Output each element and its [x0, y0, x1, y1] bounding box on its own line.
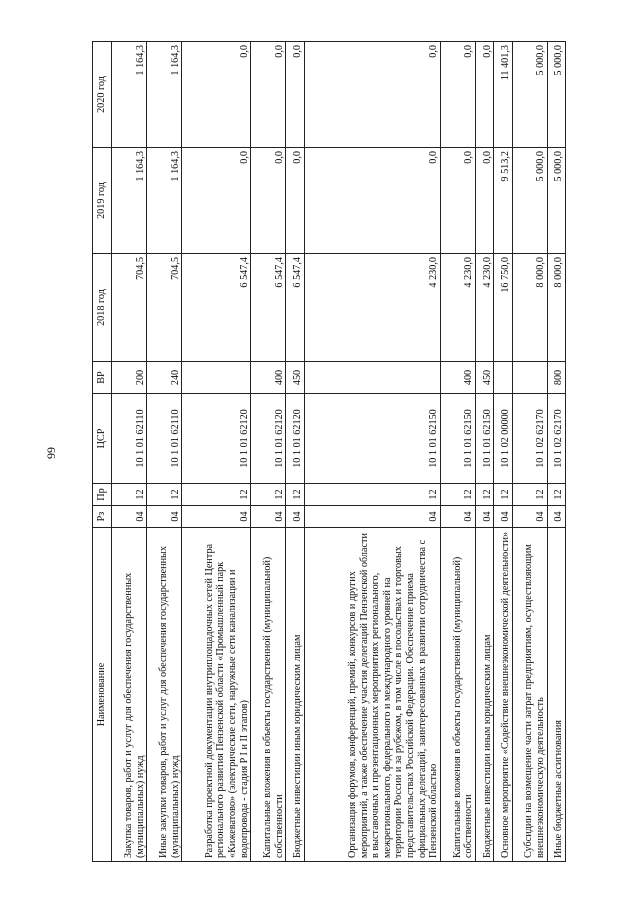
- row-csr: 10 1 02 62170: [547, 394, 565, 484]
- table-row: [147, 42, 182, 862]
- row-rz: 04: [475, 506, 493, 528]
- row-vr: [182, 362, 251, 394]
- row-2019: 0,0: [251, 148, 286, 254]
- budget-table-sheet: [92, 42, 566, 862]
- row-2018: 4 230,0: [440, 254, 475, 362]
- table-row: [475, 42, 493, 862]
- row-2020: 0,0: [286, 42, 304, 148]
- row-pr: 12: [182, 484, 251, 506]
- row-rz: 04: [182, 506, 251, 528]
- row-rz: 04: [304, 506, 440, 528]
- row-2019: 0,0: [182, 148, 251, 254]
- row-csr: 10 1 01 62110: [147, 394, 182, 484]
- row-name: Бюджетные инвестиции иным юридическим лицам: [475, 528, 493, 862]
- row-vr: 400: [251, 362, 286, 394]
- row-2020: 0,0: [475, 42, 493, 148]
- row-pr: 12: [547, 484, 565, 506]
- row-name: Закупка товаров, работ и услуг для обеспечения государственных (муниципальных) нужд: [112, 528, 147, 862]
- row-name: Бюджетные инвестиции иным юридическим лицам: [286, 528, 304, 862]
- row-2020: 0,0: [440, 42, 475, 148]
- table-row: [494, 42, 512, 862]
- row-2020: 5 000,0: [547, 42, 565, 148]
- row-2019: 9 513,2: [494, 148, 512, 254]
- row-name: Капитальные вложения в объекты государственной (муниципальной) собственности: [440, 528, 475, 862]
- row-pr: 12: [286, 484, 304, 506]
- row-2019: 0,0: [475, 148, 493, 254]
- row-vr: 240: [147, 362, 182, 394]
- row-pr: 12: [147, 484, 182, 506]
- row-name: Основное мероприятие «Содействие внешнеэкономической деятельности»: [494, 528, 512, 862]
- row-vr: 200: [112, 362, 147, 394]
- row-2019: 1 164,3: [112, 148, 147, 254]
- row-pr: 12: [251, 484, 286, 506]
- row-rz: 04: [286, 506, 304, 528]
- row-2018: 16 750,0: [494, 254, 512, 362]
- row-2020: 1 164,3: [147, 42, 182, 148]
- row-rz: 04: [494, 506, 512, 528]
- row-2020: 0,0: [182, 42, 251, 148]
- row-vr: 800: [547, 362, 565, 394]
- table-row: [440, 42, 475, 862]
- row-2018: 8 000,0: [512, 254, 547, 362]
- row-pr: 12: [440, 484, 475, 506]
- table-body: [112, 42, 566, 862]
- row-vr: [304, 362, 440, 394]
- table-row: [112, 42, 147, 862]
- header-2020: 2020 год: [93, 42, 112, 148]
- row-2018: 8 000,0: [547, 254, 565, 362]
- row-rz: 04: [147, 506, 182, 528]
- header-2019: 2019 год: [93, 148, 112, 254]
- row-2019: 5 000,0: [512, 148, 547, 254]
- row-vr: [494, 362, 512, 394]
- row-pr: 12: [494, 484, 512, 506]
- row-csr: 10 1 01 62150: [304, 394, 440, 484]
- row-2018: 704,5: [112, 254, 147, 362]
- row-vr: 400: [440, 362, 475, 394]
- row-2019: 5 000,0: [547, 148, 565, 254]
- table-row: [286, 42, 304, 862]
- row-csr: 10 1 01 62150: [475, 394, 493, 484]
- row-2020: 11 401,3: [494, 42, 512, 148]
- row-vr: 450: [475, 362, 493, 394]
- row-rz: 04: [547, 506, 565, 528]
- row-2019: 0,0: [304, 148, 440, 254]
- row-2019: 1 164,3: [147, 148, 182, 254]
- header-name: Наименование: [93, 528, 112, 862]
- table-row: [182, 42, 251, 862]
- table-row: [512, 42, 547, 862]
- row-csr: 10 1 01 62120: [251, 394, 286, 484]
- row-name: Организация форумов, конференций, премий, конкурсов и других мероприятий, а также обеспечение участия делегаций Пензенской области в выставочных и презентационных мероприятиях регионального, межрегионального, федерального и международного уровней на территории России и за рубежом, в том числе в посольствах и торговых представительствах Российской Федерации. Обеспечение приема официальных делегаций, заинтересованных в развитии сотрудничества с Пензенской областью: [304, 528, 440, 862]
- row-2018: 6 547,4: [251, 254, 286, 362]
- row-rz: 04: [251, 506, 286, 528]
- row-pr: 12: [512, 484, 547, 506]
- table-header-row: [93, 42, 112, 862]
- row-csr: 10 1 01 62120: [286, 394, 304, 484]
- row-csr: 10 1 01 62150: [440, 394, 475, 484]
- row-rz: 04: [112, 506, 147, 528]
- row-rz: 04: [440, 506, 475, 528]
- row-rz: 04: [512, 506, 547, 528]
- table-row: [251, 42, 286, 862]
- header-pr: Пр: [93, 484, 112, 506]
- row-pr: 12: [112, 484, 147, 506]
- row-name: Капитальные вложения в объекты государственной (муниципальной) собственности: [251, 528, 286, 862]
- row-name: Разработка проектной документации внутриплощадочных сетей Центра регионального развития Пензенской области «Промышленный парк «Кижеватово» (электрические сети, наружные сети канализации и водопровода - стадия P I и II этапов): [182, 528, 251, 862]
- row-2020: 5 000,0: [512, 42, 547, 148]
- row-2018: 6 547,4: [286, 254, 304, 362]
- row-vr: [512, 362, 547, 394]
- header-rz: Рз: [93, 506, 112, 528]
- row-name: Субсидии на возмещение части затрат предприятиям, осуществляющим внешнеэкономическую деятельность: [512, 528, 547, 862]
- row-name: Иные закупки товаров, работ и услуг для обеспечения государственных (муниципальных) нужд: [147, 528, 182, 862]
- table-row: [547, 42, 565, 862]
- row-2018: 6 547,4: [182, 254, 251, 362]
- row-vr: 450: [286, 362, 304, 394]
- row-csr: 10 1 02 00000: [494, 394, 512, 484]
- row-name: Иные бюджетные ассигнования: [547, 528, 565, 862]
- row-pr: 12: [304, 484, 440, 506]
- row-2019: 0,0: [286, 148, 304, 254]
- page-number: 99: [44, 447, 58, 459]
- row-pr: 12: [475, 484, 493, 506]
- row-2020: 0,0: [304, 42, 440, 148]
- row-2018: 4 230,0: [475, 254, 493, 362]
- row-2020: 0,0: [251, 42, 286, 148]
- row-2018: 704,5: [147, 254, 182, 362]
- budget-table: [92, 41, 566, 862]
- row-2020: 1 164,3: [112, 42, 147, 148]
- row-2019: 0,0: [440, 148, 475, 254]
- row-csr: 10 1 02 62170: [512, 394, 547, 484]
- header-csr: ЦСР: [93, 394, 112, 484]
- row-csr: 10 1 01 62120: [182, 394, 251, 484]
- row-2018: 4 230,0: [304, 254, 440, 362]
- row-csr: 10 1 01 62110: [112, 394, 147, 484]
- table-row: [304, 42, 440, 862]
- header-2018: 2018 год: [93, 254, 112, 362]
- header-vr: ВР: [93, 362, 112, 394]
